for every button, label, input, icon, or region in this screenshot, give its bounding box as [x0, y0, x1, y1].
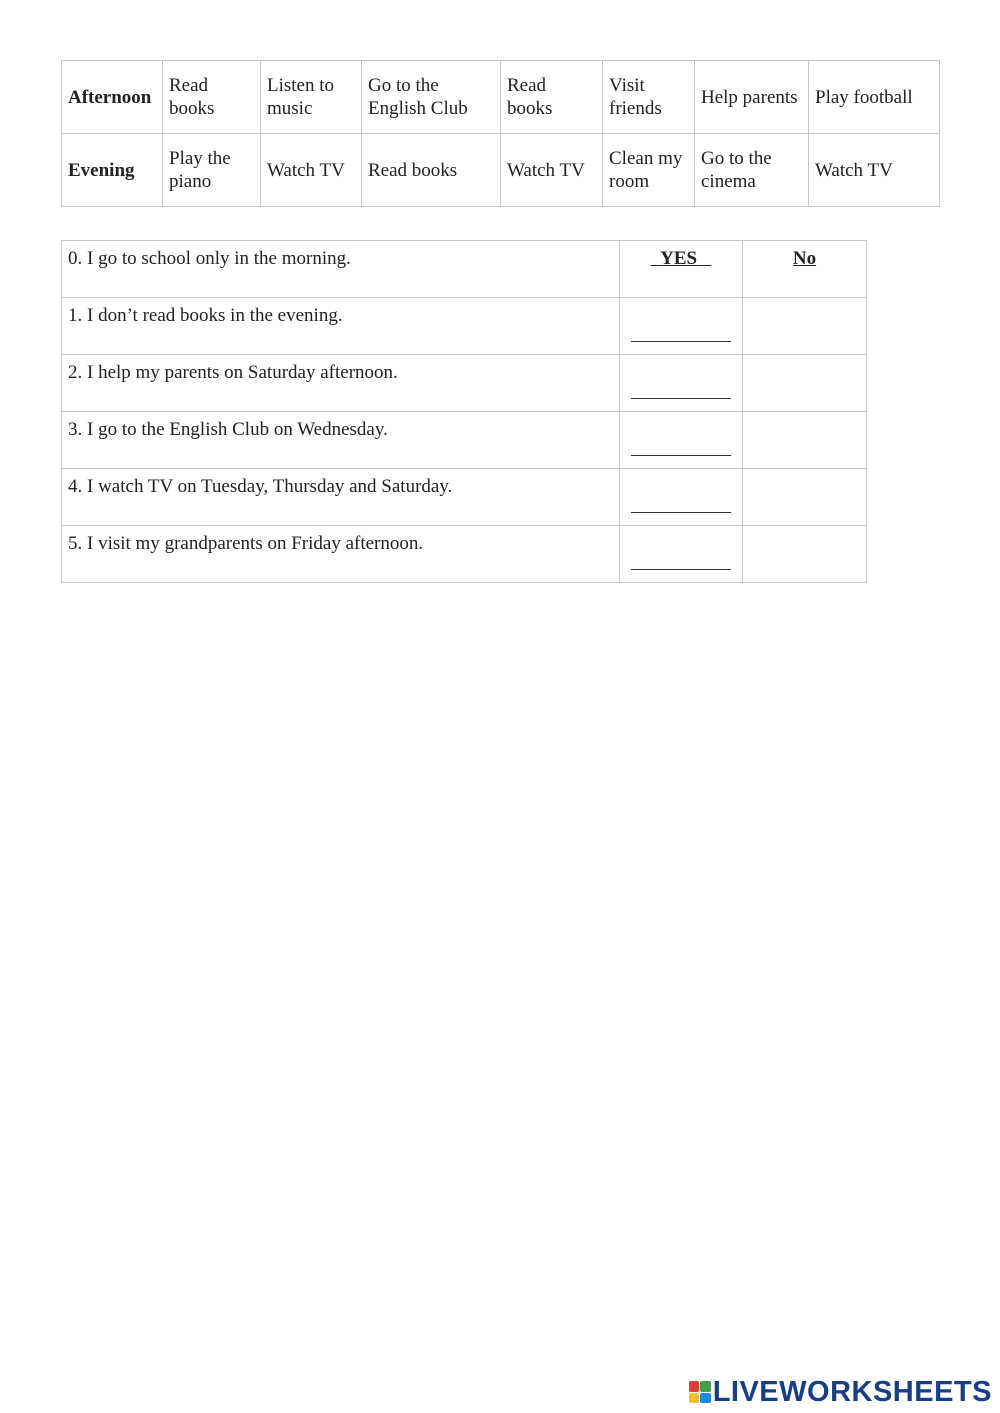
schedule-cell: Watch TV — [809, 134, 940, 207]
statement-text: 4. I watch TV on Tuesday, Thursday and Saturday. — [62, 469, 620, 526]
schedule-table — [61, 60, 940, 207]
liveworksheets-logo[interactable] — [689, 1377, 992, 1407]
schedule-cell: Listen to music — [261, 61, 362, 134]
liveworksheets-logo-icon — [689, 1381, 711, 1403]
schedule-cell: Read books — [362, 134, 501, 207]
answer-blank-yes[interactable] — [620, 526, 743, 583]
answer-line — [631, 397, 731, 399]
logo-text: LIVEWORKSHEETS — [712, 1375, 992, 1408]
statement-row — [62, 526, 867, 583]
logo-square — [689, 1393, 700, 1404]
schedule-cell: Watch TV — [261, 134, 362, 207]
logo-square — [700, 1393, 711, 1404]
yes-header: YES — [620, 241, 743, 298]
schedule-cell: Go to the cinema — [695, 134, 809, 207]
schedule-cell: Watch TV — [501, 134, 603, 207]
answer-line — [631, 511, 731, 513]
row-label-afternoon: Afternoon — [62, 61, 163, 134]
statement-row — [62, 298, 867, 355]
schedule-cell: Visit friends — [603, 61, 695, 134]
answer-line — [631, 568, 731, 570]
answer-cell-no[interactable] — [743, 469, 867, 526]
statement-text: 0. I go to school only in the morning. — [62, 241, 620, 298]
statement-text: 3. I go to the English Club on Wednesday. — [62, 412, 620, 469]
answer-cell-no[interactable] — [743, 298, 867, 355]
logo-square — [689, 1381, 700, 1392]
answer-cell-no[interactable] — [743, 526, 867, 583]
schedule-row-afternoon — [62, 61, 940, 134]
schedule-cell: Help parents — [695, 61, 809, 134]
statements-table — [61, 240, 867, 583]
no-header: No — [743, 241, 867, 298]
schedule-cell: Read books — [501, 61, 603, 134]
statement-row — [62, 469, 867, 526]
answer-line — [631, 340, 731, 342]
statement-text: 2. I help my parents on Saturday afternoon. — [62, 355, 620, 412]
schedule-cell: Go to the English Club — [362, 61, 501, 134]
answer-cell-no[interactable] — [743, 355, 867, 412]
logo-square — [700, 1381, 711, 1392]
schedule-cell: Play football — [809, 61, 940, 134]
answer-blank-yes[interactable] — [620, 412, 743, 469]
answer-cell-no[interactable] — [743, 412, 867, 469]
statement-row — [62, 241, 867, 298]
schedule-cell: Clean my room — [603, 134, 695, 207]
statement-text: 1. I don’t read books in the evening. — [62, 298, 620, 355]
statement-text: 5. I visit my grandparents on Friday afternoon. — [62, 526, 620, 583]
statement-row — [62, 412, 867, 469]
answer-blank-yes[interactable] — [620, 355, 743, 412]
answer-line — [631, 454, 731, 456]
row-label-evening: Evening — [62, 134, 163, 207]
schedule-cell: Read books — [163, 61, 261, 134]
answer-blank-yes[interactable] — [620, 469, 743, 526]
statement-row — [62, 355, 867, 412]
answer-blank-yes[interactable] — [620, 298, 743, 355]
schedule-row-evening — [62, 134, 940, 207]
schedule-cell: Play the piano — [163, 134, 261, 207]
